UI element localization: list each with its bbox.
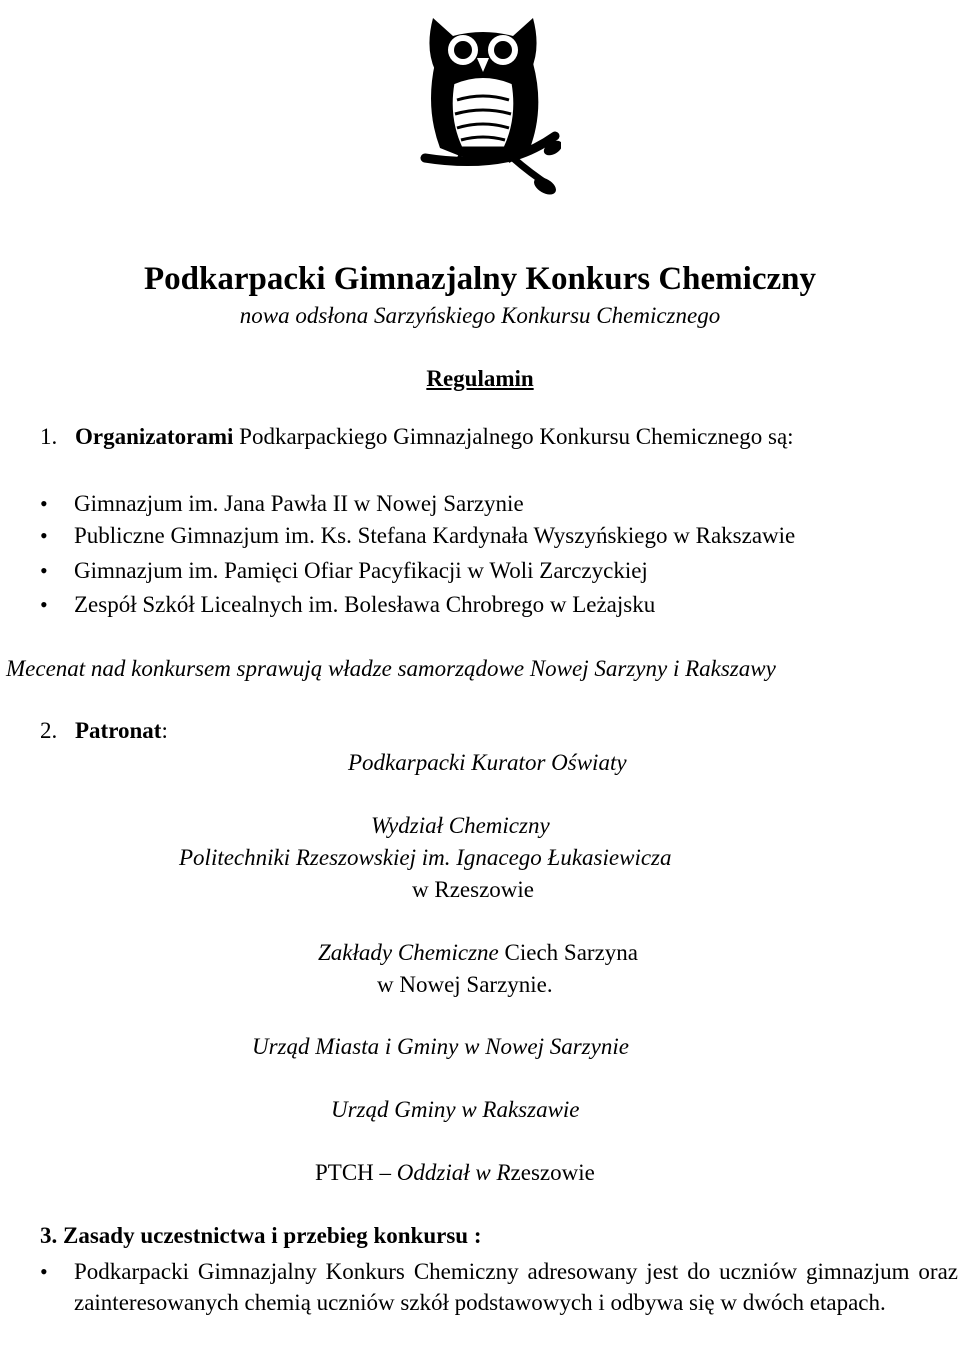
organizer-label: Publiczne Gimnazjum im. Ks. Stefana Kardynała Wyszyńskiego w Rakszawie <box>74 523 796 548</box>
patron-urzad-gminy: Urząd Gminy w Rakszawie <box>331 1097 580 1122</box>
section-2-label: Patronat <box>75 718 162 743</box>
organizer-item <box>40 592 655 618</box>
organizer-label: Zespół Szkół Licealnych im. Bolesława Chrobrego w Leżajsku <box>74 592 656 617</box>
organizer-item <box>40 491 524 517</box>
bullet-icon <box>40 558 74 584</box>
section-3-heading: 3. Zasady uczestnictwa i przebieg konkursu : <box>40 1223 482 1248</box>
patron-ptch-b: Oddział w R <box>396 1160 511 1185</box>
section-1-lead-rest: Podkarpackiego Gimnazjalnego Konkursu Chemicznego są: <box>233 424 794 449</box>
section-1-lead <box>40 424 794 450</box>
patron-urzad-miasta: Urząd Miasta i Gminy w Nowej Sarzynie <box>252 1034 629 1059</box>
bullet-icon <box>40 523 74 549</box>
patron-kurator: Podkarpacki Kurator Oświaty <box>348 750 627 775</box>
patron-ptch-a: PTCH – <box>315 1160 397 1185</box>
organizer-label: Gimnazjum im. Pamięci Ofiar Pacyfikacji w Woli Zarczyckiej <box>74 558 648 583</box>
patron-nowa-sarzyna: w Nowej Sarzynie. <box>377 972 553 997</box>
organizer-item <box>40 523 795 549</box>
bullet-icon <box>40 592 74 618</box>
section-2-number: 2. <box>40 718 58 743</box>
section-2-heading <box>40 718 168 744</box>
regulamin-heading: Regulamin <box>426 366 534 391</box>
document-title: Podkarpacki Gimnazjalny Konkurs Chemiczny <box>144 261 816 297</box>
section-3-paragraph <box>40 1256 958 1318</box>
bullet-icon <box>40 491 74 517</box>
patron-politechnika: Politechniki Rzeszowskiej im. Ignacego Łukasiewicza <box>179 845 672 870</box>
bullet-icon <box>40 1256 48 1287</box>
section-3-paragraph-text: Podkarpacki Gimnazjalny Konkurs Chemiczny adresowany jest do uczniów gimnazjum oraz zainteresowanych chemią uczniów szkół podstawowych i odbywa się w dwóch etapach. <box>74 1259 958 1315</box>
document-subtitle: nowa odsłona Sarzyńskiego Konkursu Chemicznego <box>239 303 721 328</box>
mecenat-note: Mecenat nad konkursem sprawują władze samorządowe Nowej Sarzyny i Rakszawy <box>6 656 776 681</box>
organizer-item <box>40 558 648 584</box>
patron-wydzial: Wydział Chemiczny <box>371 813 550 838</box>
patron-rzeszow: w Rzeszowie <box>412 877 534 902</box>
section-1-lead-bold: Organizatorami <box>75 424 234 449</box>
patron-zaklady-italic: Zakłady Chemiczne <box>318 940 499 965</box>
patron-zaklady <box>318 940 638 966</box>
patron-zaklady-rest: Ciech Sarzyna <box>498 940 638 965</box>
patron-ptch <box>315 1160 595 1186</box>
patron-ptch-c: zeszowie <box>510 1160 595 1185</box>
owl-logo-icon <box>405 8 561 196</box>
section-2-colon: : <box>161 718 168 743</box>
section-1-number: 1. <box>40 424 58 449</box>
organizer-label: Gimnazjum im. Jana Pawła II w Nowej Sarzynie <box>74 491 524 516</box>
